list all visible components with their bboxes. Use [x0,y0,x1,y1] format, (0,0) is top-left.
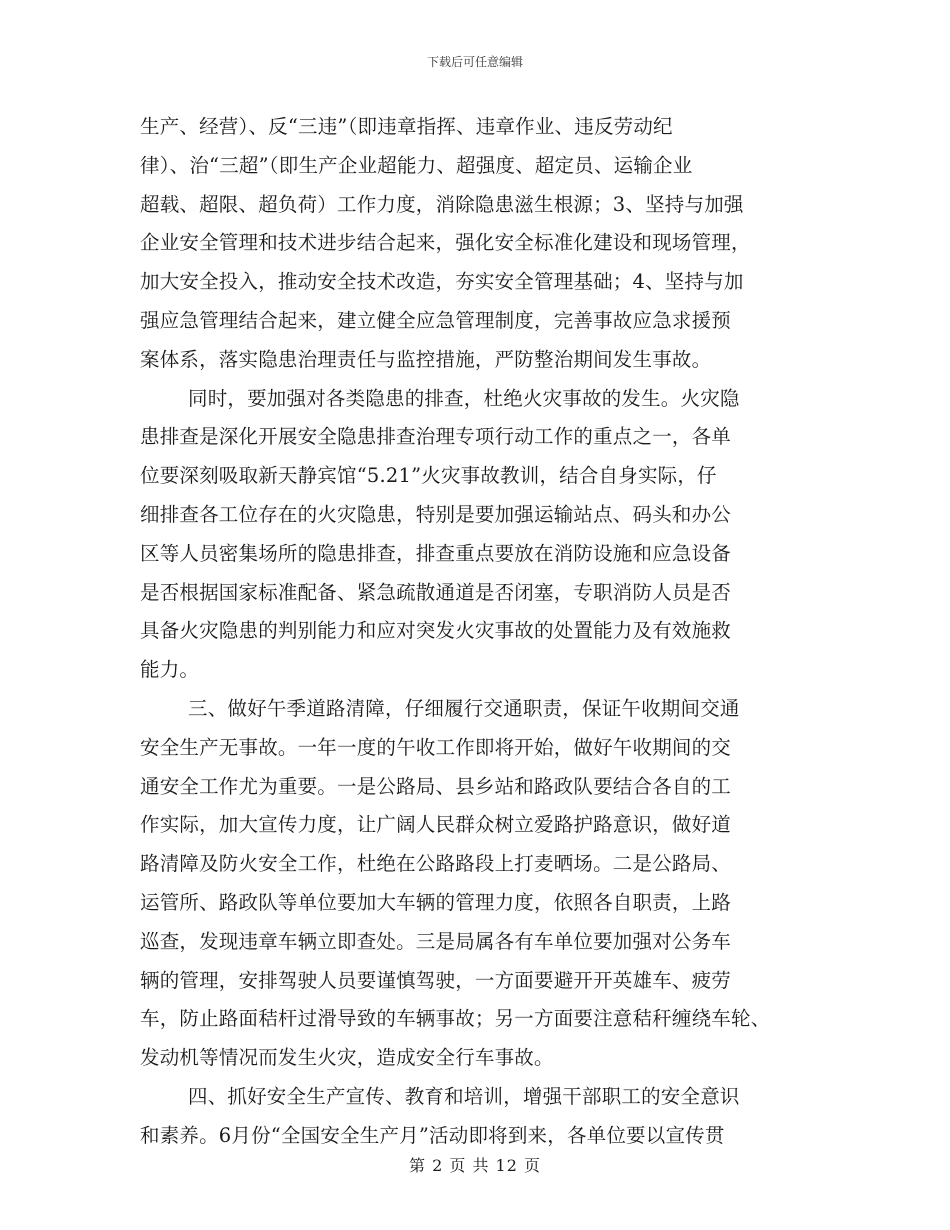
text-line: 区等人员密集场所的隐患排查，排查重点要放在消防设施和应急设备 [140,541,732,565]
text-line: 车，防止路面秸杆过滑导致的车辆事故；另一方面要注意秸秆缠绕车轮、 [140,1007,771,1031]
text-line: 患排查是深化开展安全隐患排查治理专项行动工作的重点之一，各单 [140,425,732,449]
text-line: 企业安全管理和技术进步结合起来，强化安全标准化建设和现场管理， [140,231,751,255]
text-line: 三、做好午季道路清障，仔细履行交通职责，保证午收期间交通 [188,696,740,720]
text-line: 发动机等情况而发生火灾，造成安全行车事故。 [140,1046,554,1070]
text-line: 运管所、路政队等单位要加大车辆的管理力度，依照各自职责，上路 [140,890,732,914]
page-footer: 第 2 页 共 12 页 [409,1156,541,1175]
text-line: 辆的管理，安排驾驶人员要谨慎驾驶，一方面要避开开英雄车、疲劳 [140,968,732,992]
document-body [140,108,830,1156]
page-header: 下载后可任意编辑 [426,55,523,69]
text-line: 是否根据国家标准配备、紧急疏散通道是否闭塞，专职消防人员是否 [140,580,732,604]
text-line: 案体系，落实隐患治理责任与监控措施，严防整治期间发生事故。 [140,347,712,371]
text-line: 路清障及防火安全工作，杜绝在公路路段上打麦晒场。二是公路局、 [140,852,732,876]
text-line: 四、抓好安全生产宣传、教育和培训，增强干部职工的安全意识 [188,1084,740,1108]
text-line: 具备火灾隐患的判别能力和应对突发火灾事故的处置能力及有效施救 [140,619,732,643]
text-line: 安全生产无事故。一年一度的午收工作即将开始，做好午收期间的交 [140,735,732,759]
text-line: 生产、经营）、反“三违”（即违章指挥、违章作业、违反劳动纪 [140,115,673,138]
text-line: 细排查各工位存在的火灾隐患，特别是要加强运输站点、码头和办公 [140,502,732,526]
text-line: 巡查，发现违章车辆立即查处。三是局属各有车单位要加强对公务车 [140,929,732,953]
text-line: 作实际，加大宣传力度，让广阔人民群众树立爱路护路意识，做好道 [140,813,732,837]
text-line: 和素养。6月份“全国安全生产月”活动即将到来，各单位要以宣传贯 [140,1123,725,1147]
text-line: 强应急管理结合起来，建立健全应急管理制度，完善事故应急求援预 [140,308,732,332]
text-line: 同时，要加强对各类隐患的排查，杜绝火灾事故的发生。火灾隐 [188,386,740,410]
text-line: 位要深刻吸取新天静宾馆“5.21”火灾事故教训，结合自身实际，仔 [140,464,717,488]
text-line: 能力。 [140,658,200,682]
text-line: 律）、治“三超”（即生产企业超能力、超强度、超定员、运输企业 [140,153,693,177]
text-line: 加大安全投入，推动安全技术改造，夯实安全管理基础；4、坚持与加 [140,270,744,294]
text-line: 通安全工作尤为重要。一是公路局、县乡站和路政队要结合各自的工 [140,774,732,798]
text-line: 超载、超限、超负荷）工作力度，消除隐患滋生根源；3、坚持与加强 [140,192,744,216]
